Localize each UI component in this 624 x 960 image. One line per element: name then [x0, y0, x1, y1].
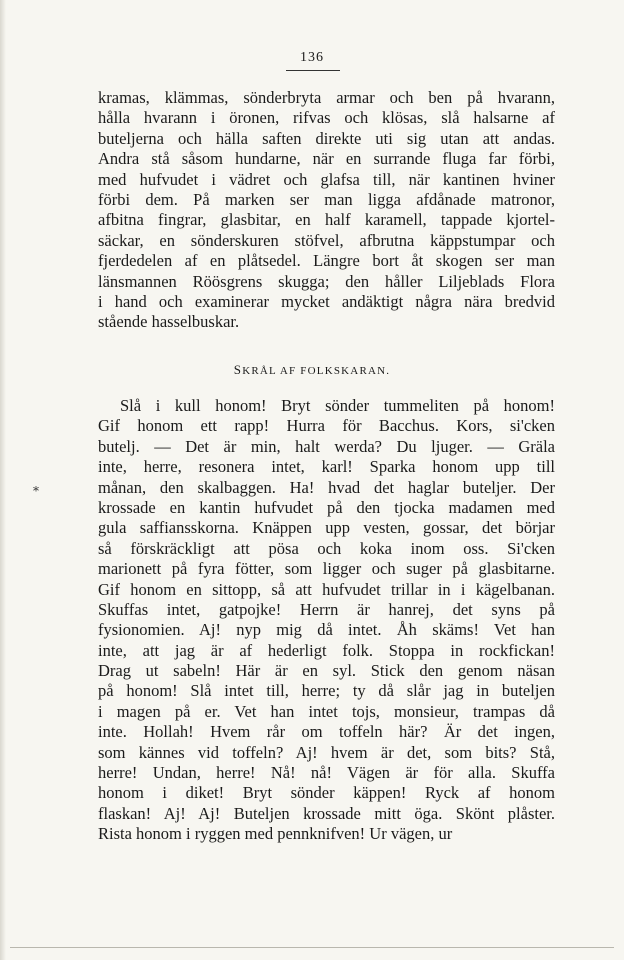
text-line: Skuffas intet, gatpojke! Herrn är hanrej, det syns på — [98, 599, 555, 619]
text-line: inte. Hollah! Hvem rår om toffeln här? Är det ingen, — [98, 722, 555, 742]
section-heading-initial: S — [233, 362, 243, 377]
text-line: inte, herre, resonera intet, karl! Sparka honom upp till — [98, 457, 555, 477]
text-line: månan, den skalbaggen. Ha! hvad det haglar buteljer. Der — [98, 477, 555, 497]
margin-mark: * — [33, 484, 39, 498]
paragraph-crowd-description — [98, 88, 555, 333]
page-gutter-shadow — [0, 0, 6, 960]
page-number-rule — [286, 70, 340, 71]
text-line: gula saffiansskorna. Knäppen upp vesten, gossar, det börjar — [98, 518, 555, 538]
text-line: så förskräckligt att pösa och koka inom oss. Si'cken — [98, 538, 555, 558]
text-line: herre! Undan, herre! Nå! nå! Vägen är för alla. Skuffa — [98, 763, 555, 783]
text-line: som kännes vid toffeln? Aj! hvem är det, som bits? Stå, — [98, 742, 555, 762]
text-line: Drag ut sabeln! Här är en syl. Stick den genom näsan — [98, 661, 555, 681]
page-number: 136 — [300, 50, 324, 65]
paragraph-crowd-shouts — [98, 396, 555, 845]
text-line: med hufvudet i vädret och glafsa till, när kantinen hviner — [98, 169, 555, 189]
text-line: i magen på er. Vet han intet tojs, monsieur, trampas då — [98, 701, 555, 721]
text-line: flaskan! Aj! Aj! Buteljen krossade mitt öga. Skönt plåster. — [98, 803, 555, 823]
section-heading — [0, 362, 624, 378]
text-line: afbitna fingrar, glasbitar, en half karamell, tappade kjortel- — [98, 210, 555, 230]
text-line: Andra stå såsom hundarne, när en surrande fluga far förbi, — [98, 149, 555, 169]
text-line: fysionomien. Aj! nyp mig då intet. Åh skäms! Vet han — [98, 620, 555, 640]
text-line: kramas, klämmas, sönderbryta armar och ben på hvarann, — [98, 88, 555, 107]
text-line: krossade en kantin hufvudet på den tjocka madamen med — [98, 497, 555, 517]
section-heading-text: KRÅL AF FOLKSKARAN. — [242, 365, 391, 377]
text-line: honom i diket! Bryt sönder käppen! Ryck af honom — [98, 783, 555, 803]
text-line: på honom! Slå intet till, herre; ty då slår jag in buteljen — [98, 681, 555, 701]
text-line: stående hasselbuskar. — [98, 312, 240, 332]
text-line: förbi dem. På marken ser man ligga afdånade matronor, — [98, 189, 555, 209]
text-line: buteljerna och hälla saften direkte uti sig utan att andas. — [98, 128, 555, 148]
text-line: Rista honom i ryggen med pennknifven! Ur vägen, ur — [98, 824, 453, 844]
text-line: Slå i kull honom! Bryt sönder tummeliten på honom! — [120, 396, 555, 415]
text-line: Gif honom ett rapp! Hurra för Bacchus. Kors, si'cken — [98, 416, 555, 436]
page-bottom-edge — [10, 947, 614, 948]
text-line: fjerdedelen af en plåtsedel. Längre bort åt skogen ser man — [98, 251, 555, 271]
text-line: inte, att jag är af hederligt folk. Stoppa in rockfickan! — [98, 640, 555, 660]
text-line: Gif honom en sittopp, så att hufvudet trillar in i kägelbanan. — [98, 579, 555, 599]
text-line: säckar, en sönderskuren stöfvel, afbrutna käppstumpar och — [98, 230, 555, 250]
text-line: butelj. — Det är min, halt werda? Du ljuger. — Gräla — [98, 436, 555, 456]
text-line: i hand och examinerar mycket andäktigt några nära bredvid — [98, 291, 555, 311]
text-line: marionett på fyra fötter, som ligger och suger på glasbitarne. — [98, 559, 555, 579]
text-line: hålla hvarann i öronen, rifvas och klösas, slå halsarne af — [98, 108, 555, 128]
text-line: länsmannen Röösgrens skugga; den håller Liljeblads Flora — [98, 271, 555, 291]
